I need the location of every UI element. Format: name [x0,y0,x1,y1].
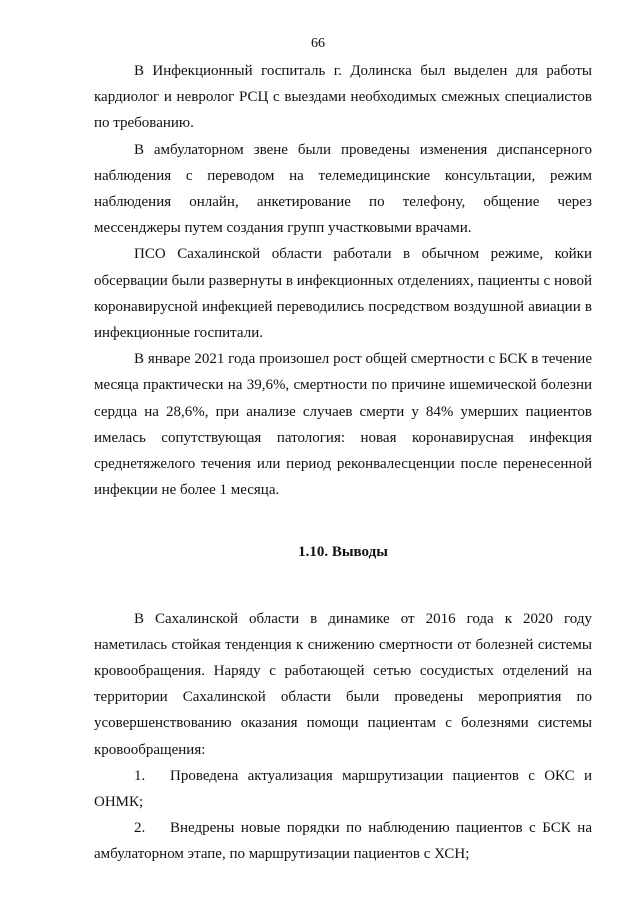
list-item-text: Проведена актуализация маршрутизации пациентов с ОКС и ОНМК; [94,767,592,811]
list-item-text: Внедрены новые порядки по наблюдению пациентов с БСК на амбулаторном этапе, по маршрутизации пациентов с ХСН; [94,820,592,863]
paragraph-january-2021: В январе 2021 года произошел рост общей смертности с БСК в течение месяца практически на 39,6%, смертности по причине ишемической болезни сердца на 28,6%, при анализе случаев смерти у 84% умерших пациентов имелась сопутствующая патология: новая коронавирусная инфекция среднетяжелого течения или период реконвалесценции после перенесенной инфекции не более 1 месяца. [94,351,592,499]
section-heading: 1.10. Выводы [298,544,388,561]
list-item [94,815,592,867]
document-body [94,58,592,868]
list-item [94,763,592,815]
paragraph-conclusion: В Сахалинской области в динамике от 2016 года к 2020 году наметилась стойкая тенденция к снижению смертности от болезней системы кровообращения. Наряду с работающей сетью сосудистых отделений на территории Сахалинской области были проведены мероприятия по усовершенствованию оказания помощи пациентам с болезнями системы кровообращения: [94,610,592,758]
paragraph-dolinsk-hospital: В Инфекционный госпиталь г. Долинска был выделен для работы кардиолог и невролог РСЦ с выездами необходимых смежных специалистов по требованию. [94,63,592,132]
paragraph-ambulatory: В амбулаторном звене были проведены изменения диспансерного наблюдения с переводом на телемедицинские консультации, режим наблюдения онлайн, анкетирование по телефону, общение через мессенджеры путем создания групп участковыми врачами. [94,141,592,237]
list-item-number: 2. [134,820,146,837]
list-item-number: 1. [134,767,146,784]
paragraph-pso: ПСО Сахалинской области работали в обычном режиме, койки обсервации были развернуты в инфекционных отделениях, пациенты с новой коронавирусной инфекцией переводились посредством воздушной авиации в инфекционные госпитали. [94,246,592,342]
page-number: 66 [311,36,325,51]
